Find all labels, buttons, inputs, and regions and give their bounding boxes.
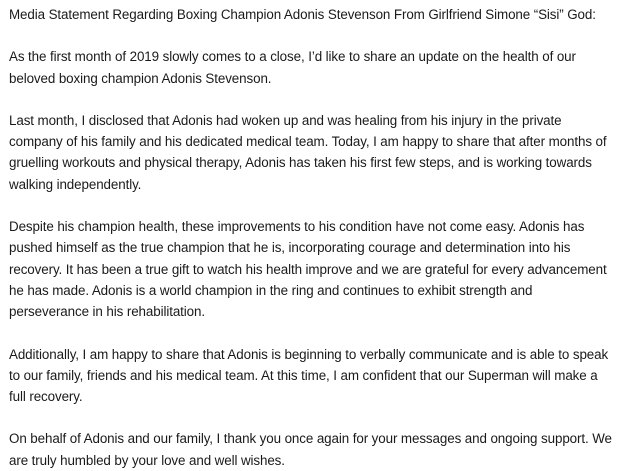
statement-title: Media Statement Regarding Boxing Champion Adonis Stevenson From Girlfriend Simone “Sisi” God: <box>9 7 596 22</box>
paragraph-thanks: On behalf of Adonis and our family, I thank you once again for your messages and ongoing support. We are truly humbled by your love and well wishes. <box>9 431 612 468</box>
paragraph-update-intro: As the first month of 2019 slowly comes to a close, I’d like to share an update on the health of our beloved boxing champion Adonis Stevenson. <box>9 49 576 86</box>
paragraph-improvements: Despite his champion health, these improvements to his condition have not come easy. Adonis has pushed himself as the true champion that he is, incorporating courage and determination into his recovery. It has been a true gift to watch his health improve and we are grateful for every advancement he has made. Adonis is a world champion in the ring and continues to exhibit strength and perseverance in his rehabilitation. <box>9 219 607 320</box>
paragraph-first-steps: Last month, I disclosed that Adonis had woken up and was healing from his injury in the private company of his family and his dedicated medical team. Today, I am happy to share that after months of gruelling workouts and physical therapy, Adonis has taken his first few steps, and is working towards walking independently. <box>9 112 607 192</box>
paragraph-communication: Additionally, I am happy to share that Adonis is beginning to verbally communicate and is able to speak to our family, friends and his medical team. At this time, I am confident that our Superman will make a full recovery. <box>9 346 609 405</box>
